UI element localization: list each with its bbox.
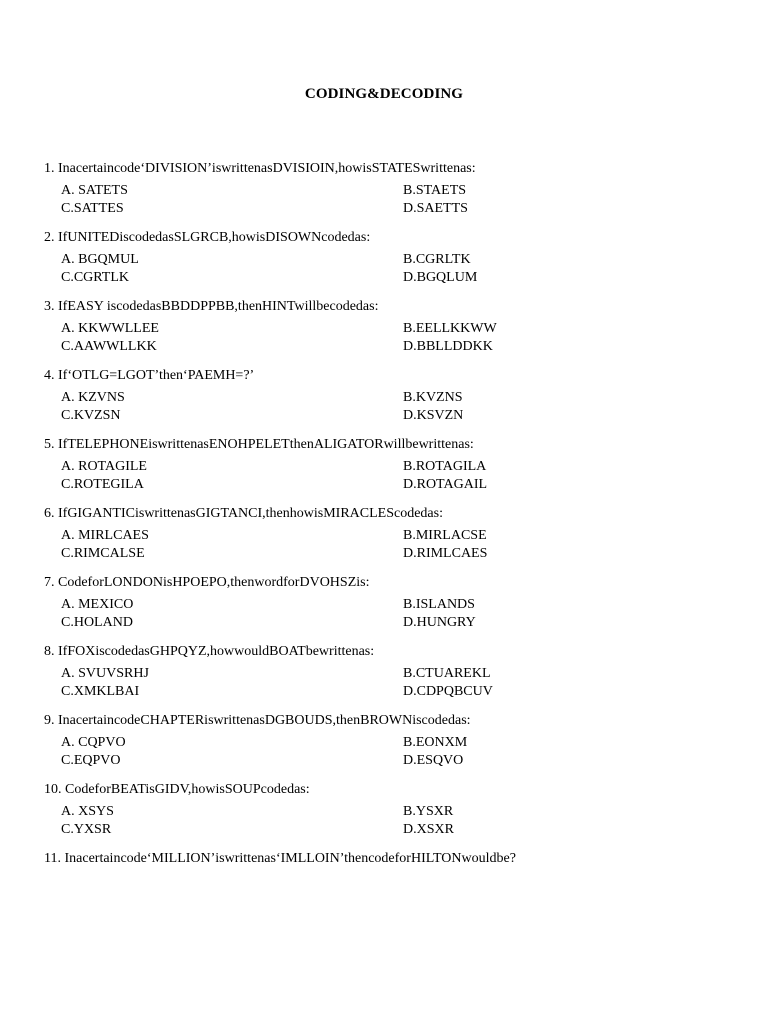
- option-a: A. BGQMUL: [61, 252, 139, 267]
- option-a: A. SATETS: [61, 183, 128, 198]
- option-a: A. MIRLCAES: [61, 528, 149, 543]
- option-c: C.XMKLBAI: [61, 684, 140, 699]
- option-c: C.KVZSN: [61, 408, 121, 423]
- option-b: B.ISLANDS: [403, 597, 475, 612]
- answer-options: [61, 734, 744, 770]
- option-c: C.YXSR: [61, 822, 112, 837]
- option-d: D.BGQLUM: [403, 270, 478, 285]
- page-title: CODING&DECODING: [304, 86, 464, 102]
- question-9: [44, 712, 744, 781]
- option-d: D.XSXR: [403, 822, 454, 837]
- question-text: 6. IfGIGANTICiswrittenasGIGTANCI,thenhowisMIRACLEScodedas:: [44, 506, 443, 521]
- question-10: [44, 781, 744, 850]
- question-6: [44, 505, 744, 574]
- answer-options: [61, 182, 744, 218]
- option-b: B.KVZNS: [403, 390, 463, 405]
- option-a: A. SVUVSRHJ: [61, 666, 149, 681]
- answer-options: [61, 320, 744, 356]
- question-5: [44, 436, 744, 505]
- answer-options: [61, 251, 744, 287]
- option-c: C.CGRTLK: [61, 270, 129, 285]
- question-3: [44, 298, 744, 367]
- answer-options: [61, 596, 744, 632]
- option-a: A. KKWWLLEE: [61, 321, 159, 336]
- option-b: B.EELLKKWW: [403, 321, 497, 336]
- option-d: D.CDPQBCUV: [403, 684, 493, 699]
- option-c: C.HOLAND: [61, 615, 133, 630]
- question-text: 4. If‘OTLG=LGOT’then‘PAEMH=?’: [44, 368, 255, 383]
- option-c: C.EQPVO: [61, 753, 121, 768]
- answer-options: [61, 665, 744, 701]
- option-b: B.CTUAREKL: [403, 666, 491, 681]
- question-text: 3. IfEASY iscodedasBBDDPPBB,thenHINTwillbecodedas:: [44, 299, 379, 314]
- question-11: [44, 850, 744, 868]
- option-c: C.RIMCALSE: [61, 546, 145, 561]
- question-2: [44, 229, 744, 298]
- option-d: D.ESQVO: [403, 753, 464, 768]
- option-b: B.ROTAGILA: [403, 459, 487, 474]
- answer-options: [61, 527, 744, 563]
- option-b: B.CGRLTK: [403, 252, 471, 267]
- option-c: C.SATTES: [61, 201, 124, 216]
- answer-options: [61, 803, 744, 839]
- question-text: 9. InacertaincodeCHAPTERiswrittenasDGBOUDS,thenBROWNiscodedas:: [44, 713, 471, 728]
- option-a: A. MEXICO: [61, 597, 134, 612]
- option-a: A. CQPVO: [61, 735, 126, 750]
- question-8: [44, 643, 744, 712]
- option-b: B.EONXM: [403, 735, 468, 750]
- answer-options: [61, 458, 744, 494]
- option-c: C.AAWWLLKK: [61, 339, 157, 354]
- question-text: 11. Inacertaincode‘MILLION’iswrittenas‘IMLLOIN’thencodeforHILTONwouldbe?: [44, 851, 516, 866]
- option-d: D.HUNGRY: [403, 615, 476, 630]
- option-d: D.ROTAGAIL: [403, 477, 488, 492]
- question-text: 2. IfUNITEDiscodedasSLGRCB,howisDISOWNcodedas:: [44, 230, 371, 245]
- question-1: [44, 160, 744, 229]
- option-d: D.SAETTS: [403, 201, 468, 216]
- question-text: 10. CodeforBEATisGIDV,howisSOUPcodedas:: [44, 782, 310, 797]
- question-text: 5. IfTELEPHONEiswrittenasENOHPELETthenALIGATORwillbewrittenas:: [44, 437, 474, 452]
- option-a: A. KZVNS: [61, 390, 125, 405]
- answer-options: [61, 389, 744, 425]
- question-4: [44, 367, 744, 436]
- option-d: D.KSVZN: [403, 408, 464, 423]
- question-7: [44, 574, 744, 643]
- option-d: D.BBLLDDKK: [403, 339, 493, 354]
- option-b: B.YSXR: [403, 804, 454, 819]
- question-text: 7. CodeforLONDONisHPOEPO,thenwordforDVOHSZis:: [44, 575, 370, 590]
- option-d: D.RIMLCAES: [403, 546, 488, 561]
- option-b: B.MIRLACSE: [403, 528, 487, 543]
- question-text: 1. Inacertaincode‘DIVISION’iswrittenasDVISIOIN,howisSTATESwrittenas:: [44, 161, 476, 176]
- question-text: 8. IfFOXiscodedasGHPQYZ,howwouldBOATbewrittenas:: [44, 644, 375, 659]
- option-b: B.STAETS: [403, 183, 467, 198]
- option-a: A. ROTAGILE: [61, 459, 147, 474]
- option-a: A. XSYS: [61, 804, 114, 819]
- question-list: [44, 160, 744, 868]
- option-c: C.ROTEGILA: [61, 477, 144, 492]
